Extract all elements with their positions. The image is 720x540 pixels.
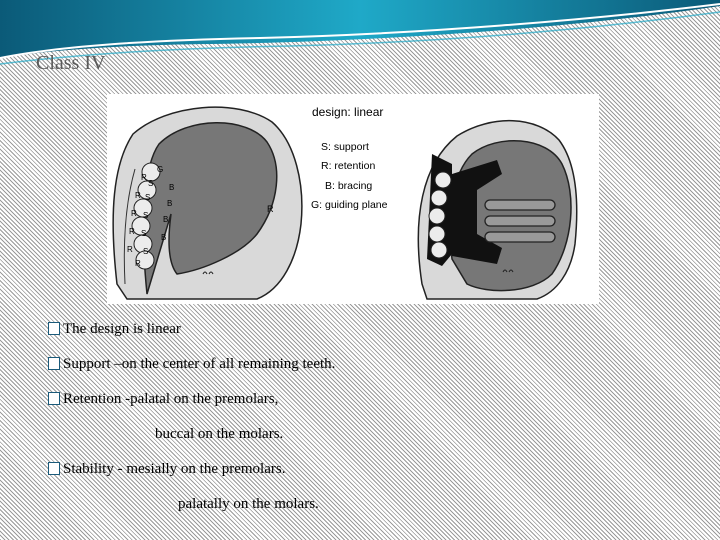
left-label-s2: S — [145, 193, 151, 202]
bullet-continuation-text: buccal on the molars. — [155, 426, 284, 442]
bullet-list — [48, 318, 688, 528]
bullet-marker-icon — [48, 322, 60, 335]
left-label-r5: R — [127, 245, 133, 254]
bullet-item — [48, 388, 688, 423]
left-label-g: G — [157, 165, 164, 174]
rpd-design-diagram — [107, 94, 599, 304]
bullet-item — [48, 318, 688, 353]
left-arch — [113, 107, 302, 299]
bullet-text: The design is linear — [63, 321, 181, 337]
bullet-text: Support –on the center of all remaining teeth. — [63, 356, 336, 372]
left-label-s4: S — [141, 229, 147, 238]
left-label-s5: S — [143, 247, 149, 256]
legend-item-bracing: B: bracing — [325, 180, 373, 192]
left-label-b2: B — [167, 199, 173, 208]
left-label-r6: R — [135, 259, 141, 268]
left-label-r2: R — [135, 191, 141, 200]
bullet-text: Retention -palatal on the premolars, — [63, 391, 279, 407]
legend-item-support: S: support — [321, 141, 369, 153]
legend — [311, 105, 388, 211]
left-label-r4: R — [129, 227, 135, 236]
right-arch — [418, 121, 576, 299]
left-label-b1: B — [169, 183, 175, 192]
left-label-r1: R — [141, 173, 147, 182]
rpd-design-figure — [107, 94, 599, 304]
legend-item-guiding-plane: G: guiding plane — [311, 199, 388, 211]
left-label-r3: R — [131, 209, 137, 218]
legend-title: design: linear — [312, 105, 384, 119]
left-label-b3: B — [163, 215, 169, 224]
bullet-continuation — [48, 423, 688, 458]
right-palatal-bars — [485, 200, 555, 242]
header-wave-banner — [0, 0, 720, 80]
legend-item-retention: R: retention — [321, 160, 376, 172]
bullet-text: Stability - mesially on the premolars. — [63, 461, 286, 477]
bullet-marker-icon — [48, 357, 60, 370]
left-label-s1: S — [148, 179, 154, 188]
bullet-continuation-text: palatally on the molars. — [178, 496, 319, 512]
bullet-item — [48, 353, 688, 388]
bullet-marker-icon — [48, 462, 60, 475]
left-label-r-plate: R — [267, 204, 274, 214]
left-label-b4: B — [161, 233, 167, 242]
slide-title: Class IV — [36, 52, 106, 74]
bullet-continuation — [48, 493, 688, 528]
left-label-s3: S — [143, 211, 149, 220]
bullet-marker-icon — [48, 392, 60, 405]
bullet-item — [48, 458, 688, 493]
